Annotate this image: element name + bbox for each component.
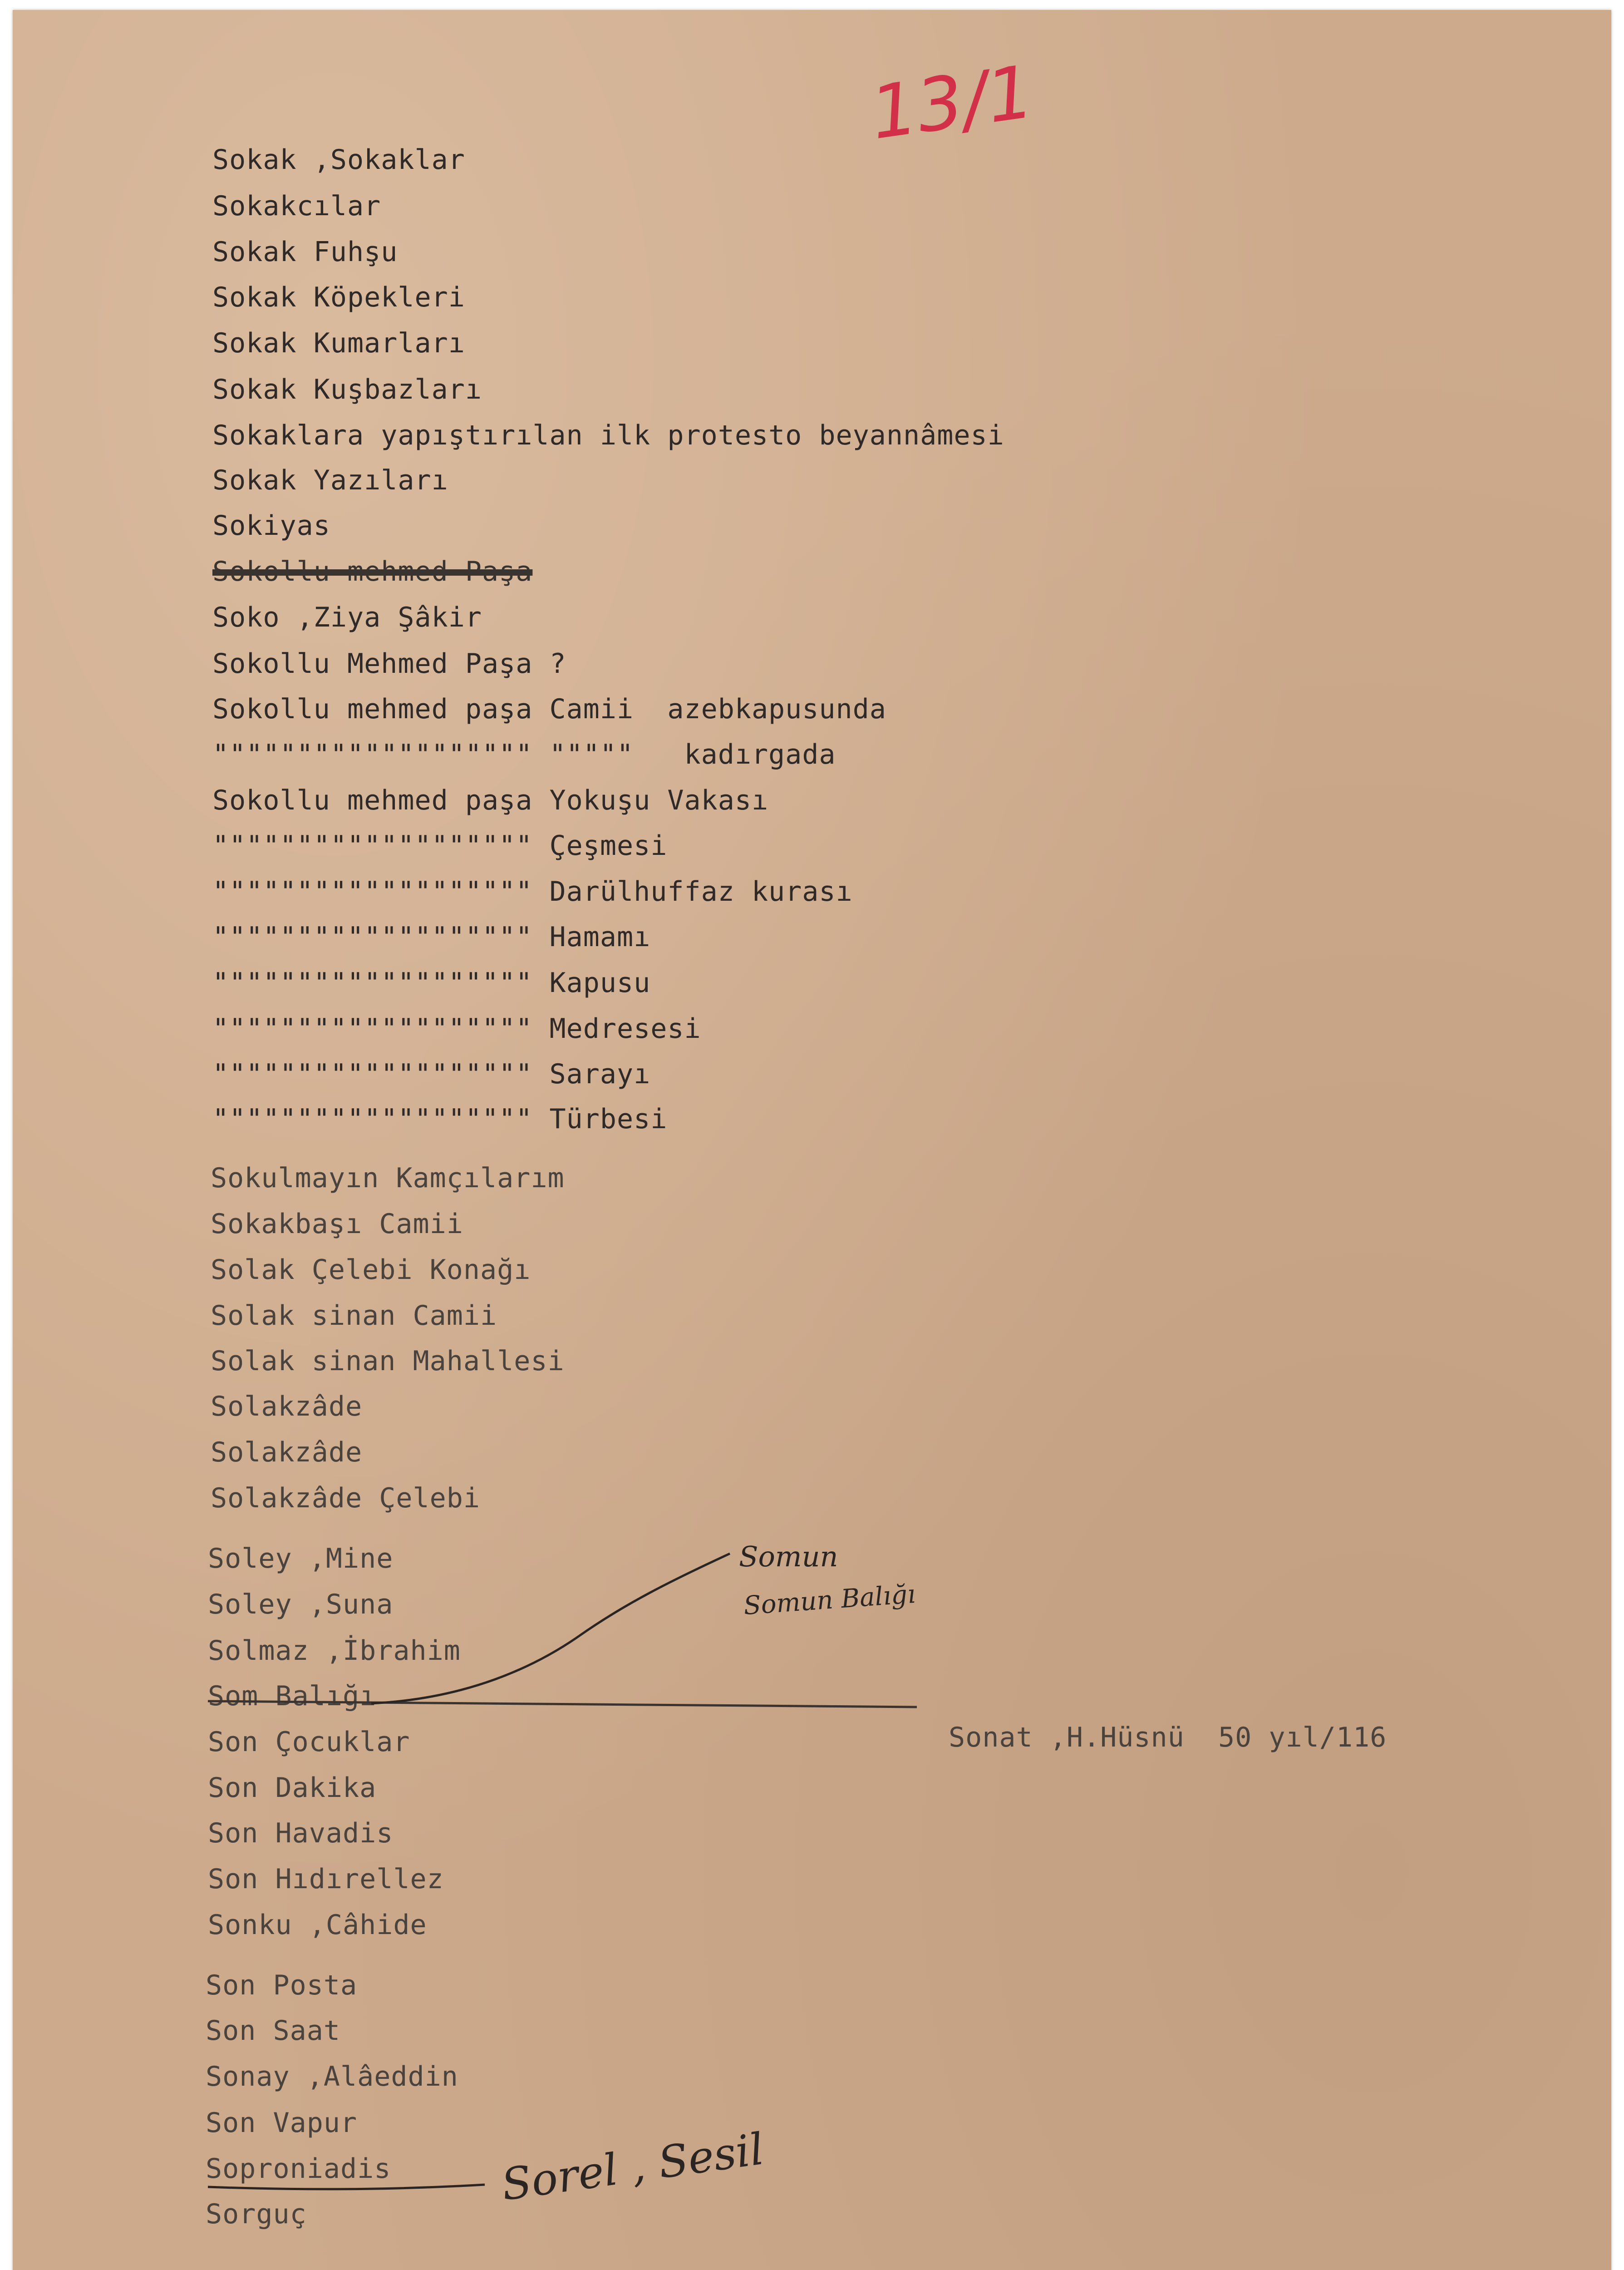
entry-line: """"""""""""""""""" """"" kadırgada bbox=[212, 739, 836, 770]
entry-line: Sonku ,Câhide bbox=[208, 1909, 427, 1941]
entry-line: Son Saat bbox=[206, 2015, 340, 2047]
entry-line: Sokakcılar bbox=[212, 190, 381, 222]
entry-line: Solakzâde bbox=[211, 1436, 363, 1468]
entry-line: Sokaklara yapıştırılan ilk protesto beyannâmesi bbox=[212, 419, 1004, 451]
entry-line: Som Balığı bbox=[208, 1680, 377, 1712]
entry-line: Sokollu Mehmed Paşa ? bbox=[212, 648, 566, 680]
entry-line: Solakzâde Çelebi bbox=[211, 1482, 480, 1514]
entry-line: Sokiyas bbox=[212, 510, 330, 542]
entry-line: """"""""""""""""""" Hamamı bbox=[212, 921, 651, 953]
entry-line: Soley ,Mine bbox=[208, 1543, 394, 1574]
entry-line: Solak sinan Camii bbox=[211, 1300, 497, 1332]
entry-line: Sokak Fuhşu bbox=[212, 236, 398, 268]
entry-line: Solakzâde bbox=[211, 1391, 363, 1422]
entry-line: """"""""""""""""""" Kapusu bbox=[212, 967, 651, 999]
entry-line: Son Hıdırellez bbox=[208, 1863, 444, 1895]
entry-line: Soley ,Suna bbox=[208, 1589, 394, 1620]
entry-line: Son Havadis bbox=[208, 1817, 394, 1849]
side-entry: Sonat ,H.Hüsnü 50 yıl/116 bbox=[949, 1722, 1387, 1753]
entry-line: Solak sinan Mahallesi bbox=[211, 1345, 565, 1377]
handwritten-note-sorel-sesil: Sorel , Sesil bbox=[498, 2123, 767, 2211]
entry-line: """"""""""""""""""" Çeşmesi bbox=[212, 830, 668, 862]
entry-line: Sokakbaşı Camii bbox=[211, 1208, 463, 1240]
document-page bbox=[13, 10, 1611, 2270]
entry-line: Sokak Kumarları bbox=[212, 327, 465, 359]
entry-line: Sokollu mehmed Paşa bbox=[212, 556, 533, 587]
page-number: 13/1 bbox=[865, 49, 1039, 156]
entry-line: Soko ,Ziya Şâkir bbox=[212, 602, 482, 633]
entry-line: Son Çocuklar bbox=[208, 1726, 410, 1758]
entry-line: Son Posta bbox=[206, 1969, 358, 2001]
entry-line: """"""""""""""""""" Sarayı bbox=[212, 1058, 651, 1090]
handwritten-note-somun: Somun bbox=[739, 1540, 838, 1573]
entry-line: Sokak Kuşbazları bbox=[212, 374, 482, 405]
entry-line: """"""""""""""""""" Medresesi bbox=[212, 1013, 701, 1045]
entry-line: Sokak Yazıları bbox=[212, 464, 448, 496]
underline-som-baligi bbox=[208, 1701, 917, 1707]
entry-line: Sokollu mehmed paşa Yokuşu Vakası bbox=[212, 785, 769, 816]
entry-line: Sokollu mehmed paşa Camii azebkapusunda bbox=[212, 693, 886, 725]
pen-marks bbox=[13, 10, 1611, 2270]
entry-line: Sorguç bbox=[206, 2198, 307, 2230]
entry-line: Sokulmayın Kamçılarım bbox=[211, 1162, 565, 1194]
entry-line: Sonay ,Alâeddin bbox=[206, 2061, 458, 2092]
entry-line: Soproniadis bbox=[206, 2153, 391, 2185]
entry-line: Son Dakika bbox=[208, 1772, 377, 1804]
entry-line: """"""""""""""""""" Darülhuffaz kurası bbox=[212, 876, 853, 908]
handwritten-note-somun-baligi: Somun Balığı bbox=[743, 1579, 917, 1621]
handwritten-arrow-stroke bbox=[371, 1554, 730, 1703]
entry-line: """"""""""""""""""" Türbesi bbox=[212, 1103, 668, 1135]
entry-line: Sokak ,Sokaklar bbox=[212, 144, 465, 176]
entry-line: Son Vapur bbox=[206, 2107, 358, 2139]
entry-line: Solak Çelebi Konağı bbox=[211, 1254, 531, 1286]
underline-soproniadis bbox=[208, 2185, 485, 2189]
entry-line: Solmaz ,İbrahim bbox=[208, 1635, 461, 1667]
entry-line: Sokak Köpekleri bbox=[212, 281, 465, 313]
